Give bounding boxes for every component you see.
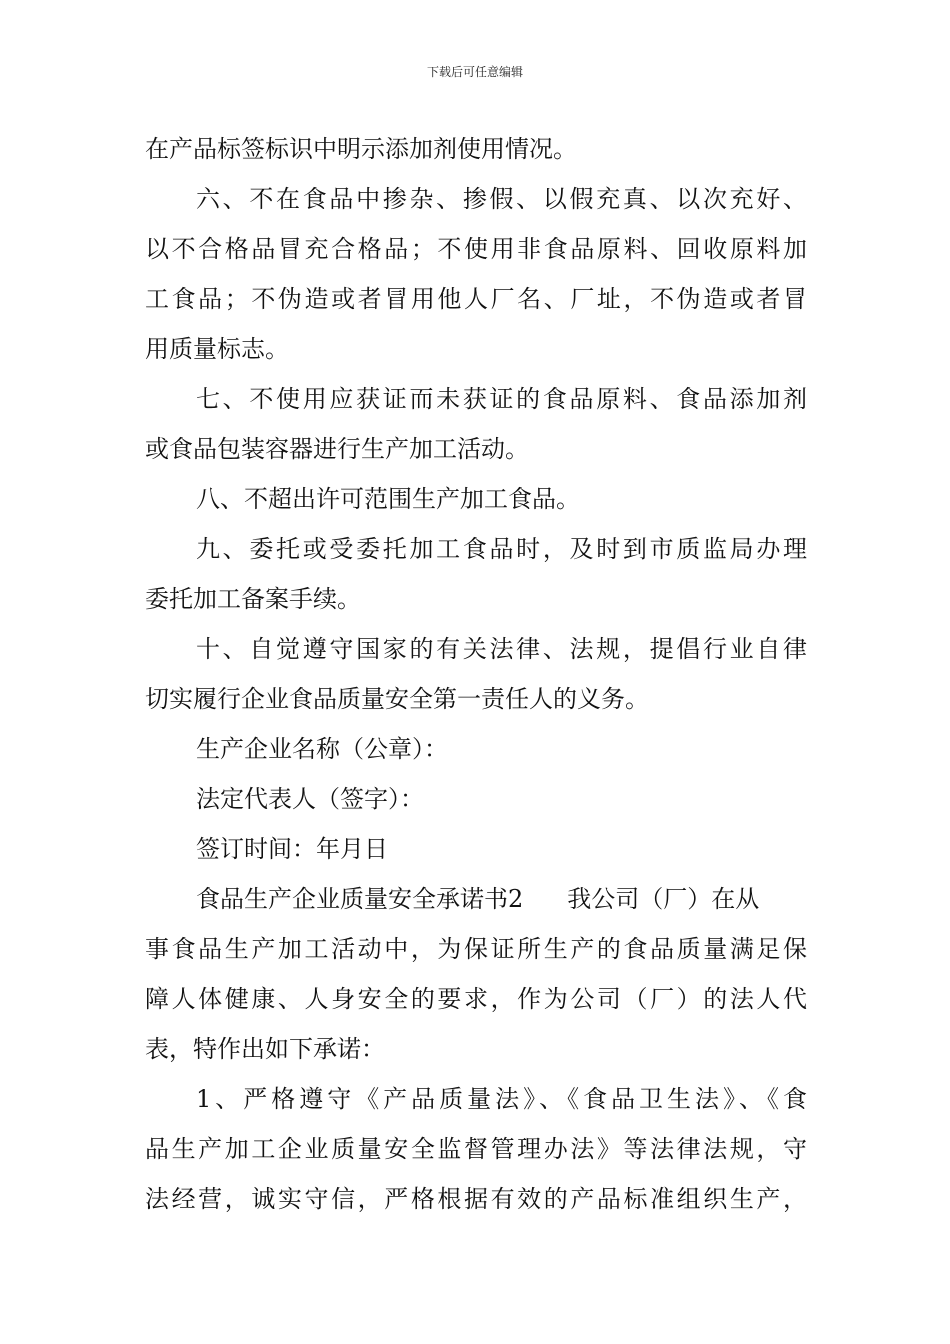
paragraph-7-line-1: 七、不使用应获证而未获证的食品原料、食品添加剂: [196, 385, 807, 413]
page-header: 下载后可任意编辑: [426, 65, 523, 79]
company-name-field: 生产企业名称（公章）：: [196, 735, 448, 763]
paragraph-9-line-1: 九、委托或受委托加工食品时，及时到市质监局办理: [196, 535, 807, 563]
sign-date-field: 签订时间：年月日: [196, 835, 388, 863]
paragraph-6-line-1: 六、不在食品中掺杂、掺假、以假充真、以次充好、: [196, 185, 807, 213]
intro-line-4: 表，特作出如下承诺：: [145, 1035, 385, 1063]
item-1-line-2: 品生产加工企业质量安全监督管理办法》等法律法规，守: [145, 1135, 807, 1163]
document-body: [145, 124, 807, 1224]
intro-line-2: 事食品生产加工活动中，为保证所生产的食品质量满足保: [145, 935, 807, 963]
legal-rep-field: 法定代表人（签字）：: [196, 785, 424, 813]
text-line: 在产品标签标识中明示添加剂使用情况。: [145, 135, 577, 163]
paragraph-9-line-2: 委托加工备案手续。: [145, 585, 361, 613]
paragraph-10-line-1: 十、自觉遵守国家的有关法律、法规，提倡行业自律: [196, 635, 807, 663]
document-2-title: 食品生产企业质量安全承诺书2: [196, 885, 524, 913]
paragraph-6-line-4: 用质量标志。: [145, 335, 289, 363]
paragraph-6-line-2: 以不合格品冒充合格品；不使用非食品原料、回收原料加: [145, 235, 807, 263]
item-1-line-3: 法经营，诚实守信，严格根据有效的产品标准组织生产，: [145, 1185, 807, 1213]
paragraph-8: 八、不超出许可范围生产加工食品。: [196, 485, 580, 513]
document-2-title-line: [145, 874, 807, 924]
paragraph-6-line-3: 工食品；不伪造或者冒用他人厂名、厂址，不伪造或者冒: [145, 285, 807, 313]
paragraph-7-line-2: 或食品包装容器进行生产加工活动。: [145, 435, 529, 463]
paragraph-10-line-2: 切实履行企业食品质量安全第一责任人的义务。: [145, 685, 649, 713]
intro-start: 我公司（厂）在从: [567, 885, 760, 913]
item-1-line-1: 1、严格遵守《产品质量法》、《食品卫生法》、《食: [196, 1085, 807, 1113]
intro-line-3: 障人体健康、人身安全的要求，作为公司（厂）的法人代: [145, 985, 807, 1013]
